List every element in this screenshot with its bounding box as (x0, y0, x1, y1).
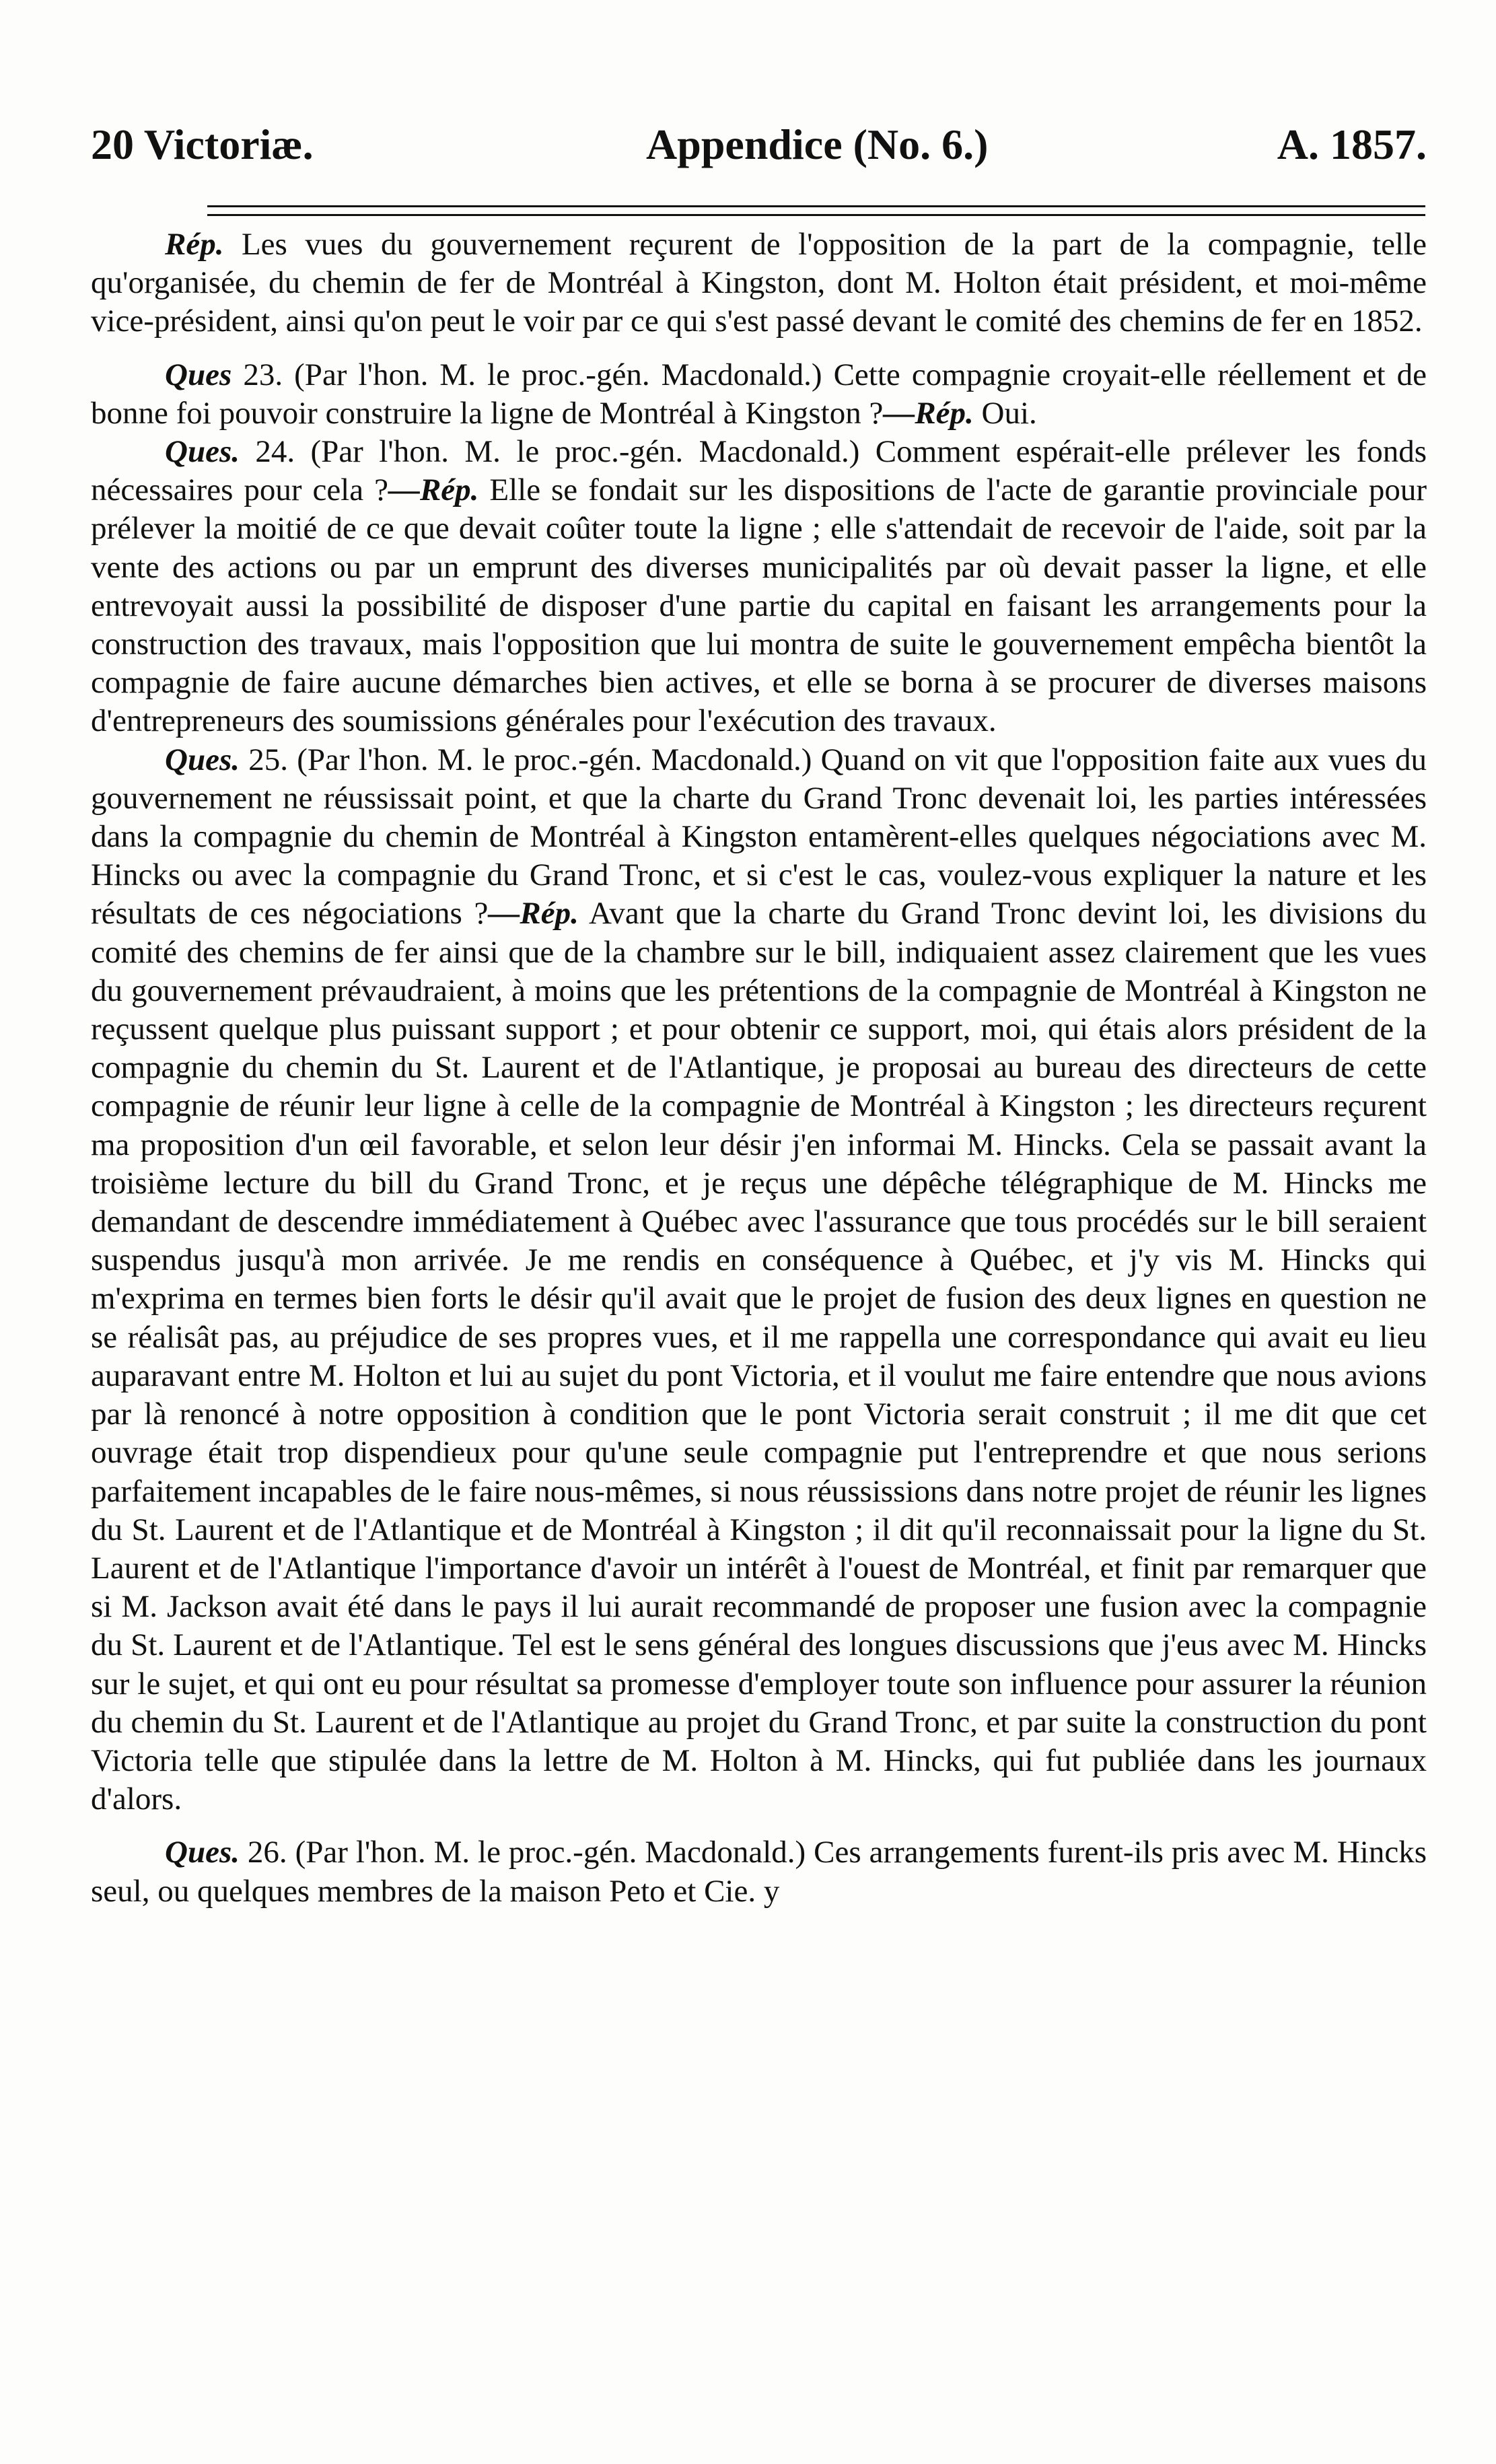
paragraph-answer-22 (91, 225, 1427, 341)
question-label: Ques. (165, 434, 240, 470)
paragraph-question-26 (91, 1833, 1427, 1910)
paragraph-question-25 (91, 741, 1427, 1819)
answer-label: —Rép. (488, 896, 579, 931)
paragraph-question-23 (91, 356, 1427, 433)
paragraph-question-24 (91, 433, 1427, 741)
paragraph-text: 26. (Par l'hon. M. le proc.-gén. Macdonald.) Ces arrangements furent-ils pris avec M. Hincks seul, ou quelques membres de la maison Peto et Cie. y (91, 1835, 1427, 1909)
question-label: Ques. (165, 1835, 240, 1870)
header-rule-bottom (207, 214, 1425, 216)
question-label: Ques (165, 357, 232, 392)
question-label: Ques. (165, 742, 240, 777)
paragraph-text: 23. (Par l'hon. M. le proc.-gén. Macdonald.) Cette compagnie croyait-elle réellement et de bonne foi pouvoir construire la ligne de Montréal à Kingston ? (91, 357, 1427, 431)
answer-label: —Rép. (883, 395, 974, 431)
document-body (91, 225, 1427, 1911)
running-header (91, 114, 1427, 175)
paragraph-text: 25. (Par l'hon. M. le proc.-gén. Macdonald.) Quand on vit que l'opposition faite aux vues du gouvernement ne réussissait point, et que la charte du Grand Tronc devenait loi, les parties intéressées dans la compagnie du chemin de Montréal à Kingston entamèrent-elles quelques négociations avec M. Hincks ou avec la compagnie du Grand Tronc, et si c'est le cas, voulez-vous expliquer la nature et les résultats de ces négociations ? (91, 742, 1427, 931)
header-year: A. 1857. (1277, 120, 1427, 168)
answer-text: Oui. (973, 395, 1037, 431)
header-appendix: Appendice (No. 6.) (646, 120, 989, 168)
paragraph-text: Les vues du gouvernement reçurent de l'opposition de la part de la compagnie, telle qu'organisée, du chemin de fer de Montréal à Kingston, dont M. Holton était président, et moi-même vice-président, ainsi qu'on peut le voir par ce qui s'est passé devant le comité des chemins de fer en 1852. (91, 227, 1427, 339)
answer-text: Avant que la charte du Grand Tronc devint loi, les divisions du comité des chemins de fer ainsi que de la chambre sur le bill, indiquaient assez clairement que les vues du gouvernement prévaudraient, à moins que les prétentions de la compagnie de Montréal à Kingston ne reçussent quelque plus puissant support ; et pour obtenir ce support, moi, qui étais alors président de la compagnie du chemin du St. Laurent et de l'Atlantique, je proposai au bureau des directeurs de cette compagnie de réunir leur ligne à celle de la compagnie de Montréal à Kingston ; les directeurs reçurent ma proposition d'un œil favorable, et selon leur désir j'en informai M. Hincks. Cela se passait avant la troisième lecture du bill du Grand Tronc, et je reçus une dépêche télégraphique de M. Hincks me demandant de descendre immédiatement à Québec avec l'assurance que tous procédés sur le bill seraient suspendus jusqu'à mon arrivée. Je me rendis en conséquence à Québec, et j'y vis M. Hincks qui m'exprima en termes bien forts le désir qu'il avait que le projet de fusion des deux lignes en question ne se réalisât pas, au préjudice de ses propres vues, et il me rappella une correspondance qui avait eu lieu auparavant entre M. Holton et lui au sujet du pont Victoria, et il voulut me faire entendre que nous avions par là renoncé à notre opposition à condition que le pont Victoria serait construit ; il me dit que cet ouvrage était trop dispendieux pour qu'une seule compagnie put l'entreprendre et que nous serions parfaitement incapables de le faire nous-mêmes, si nous réussissions dans notre projet de réunir les lignes du St. Laurent et de l'Atlantique et de Montréal à Kingston ; il dit qu'il reconnaissait pour la ligne du St. Laurent et de l'Atlantique l'importance d'avoir un intérêt à l'ouest de Montréal, et finit par remarquer que si M. Jackson avait été dans le pays il lui aurait recommandé de proposer une fusion avec la compagnie du St. Laurent et de l'Atlantique. Tel est le sens général des longues discussions que j'eus avec M. Hincks sur le sujet, et qui ont eu pour résultat sa promesse d'employer toute son influence pour assurer la réunion du chemin du St. Laurent et de l'Atlantique au projet du Grand Tronc, et par suite la construction du pont Victoria telle que stipulée dans la lettre de M. Holton à M. Hincks, qui fut publiée dans les journaux d'alors. (91, 896, 1427, 1817)
answer-label: Rép. (165, 227, 224, 262)
paragraph-text: 24. (Par l'hon. M. le proc.-gén. Macdonald.) Comment espérait-elle prélever les fonds nécessaires pour cela ? (91, 434, 1427, 508)
header-rule-top (207, 205, 1425, 207)
answer-label: —Rép. (388, 472, 479, 508)
answer-text: Elle se fondait sur les dispositions de l'acte de garantie provinciale pour prélever la moitié de ce que devait coûter toute la ligne ; elle s'attendait de recevoir de l'aide, soit par la vente des actions ou par un emprunt des diverses municipalités par où devait passer la ligne, et elle entrevoyait aussi la possibilité de disposer d'une partie du capital en faisant les arrangements pour la construction des travaux, mais l'opposition que lui montra de suite le gouvernement empêcha bientôt la compagnie de faire aucune démarches bien actives, et elle se borna à se procurer de diverses maisons d'entrepreneurs des soumissions générales pour l'exécution des travaux. (91, 472, 1427, 739)
header-session: 20 Victoriæ. (91, 120, 314, 168)
